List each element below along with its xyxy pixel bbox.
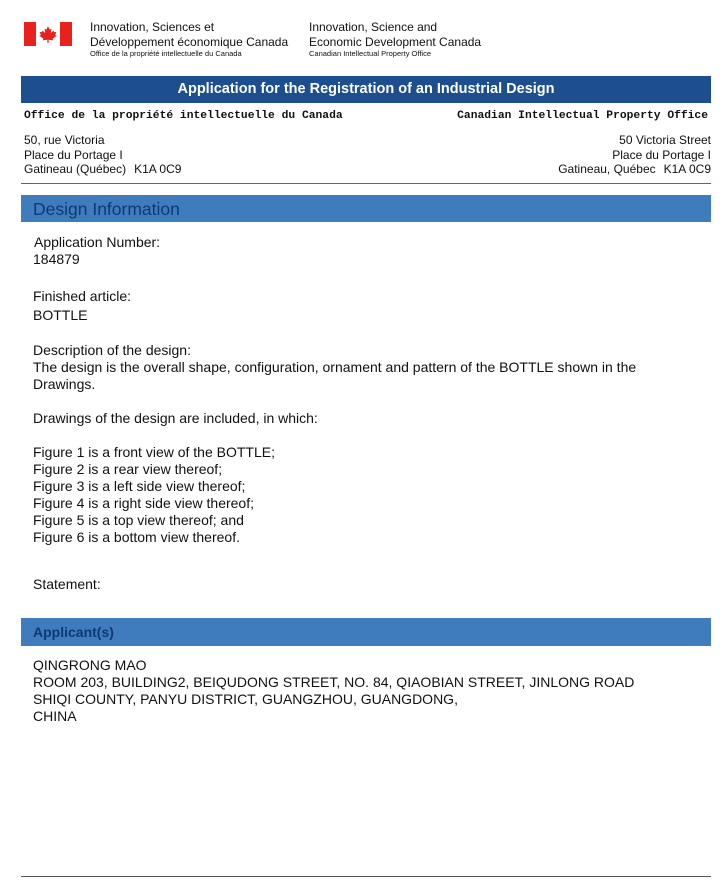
address-fr-line1: 50, rue Victoria xyxy=(24,133,105,147)
finished-article-value: BOTTLE xyxy=(33,307,88,323)
address-en-line1: 50 Victoria Street xyxy=(619,133,711,147)
dept-fr-subtitle: Office de la propriété intellectuelle du Canada xyxy=(90,49,242,58)
finished-article-field xyxy=(33,288,131,324)
office-address-en xyxy=(558,133,711,177)
dept-en-subtitle: Canadian Intellectual Property Office xyxy=(309,49,432,58)
figure-item: Figure 4 is a right side view thereof; xyxy=(33,495,254,511)
applicant-name: QINGRONG MAO xyxy=(33,657,147,673)
application-number-value: 184879 xyxy=(33,251,80,267)
finished-article-label: Finished article: xyxy=(33,288,132,304)
office-name-en: Canadian Intellectual Property Office xyxy=(457,110,708,122)
applicants-header xyxy=(21,618,711,646)
footer-divider xyxy=(21,876,711,877)
office-name-fr: Office de la propriété intellectuelle du Canada xyxy=(24,110,343,122)
statement-label: Statement: xyxy=(33,576,101,592)
applicant-address-line2: SHIQI COUNTY, PANYU DISTRICT, GUANGZHOU, GUANGDONG, xyxy=(33,691,458,707)
figure-item: Figure 5 is a top view thereof; and xyxy=(33,512,244,528)
applicant-country: CHINA xyxy=(33,708,77,724)
figure-item: Figure 6 is a bottom view thereof. xyxy=(33,529,240,545)
address-fr-line2: Place du Portage I xyxy=(24,147,123,162)
address-en-postal: K1A 0C9 xyxy=(663,162,711,176)
department-name-en xyxy=(309,20,481,59)
canada-flag-icon xyxy=(24,22,72,46)
design-information-title: Design Information xyxy=(33,199,180,219)
figure-item: Figure 3 is a left side view thereof; xyxy=(33,478,246,494)
address-en-line2: Place du Portage I xyxy=(612,147,711,162)
design-information-header xyxy=(21,195,711,222)
figure-item: Figure 1 is a front view of the BOTTLE; xyxy=(33,444,275,460)
drawings-intro: Drawings of the design are included, in which: xyxy=(33,410,318,426)
document-title: Application for the Registration of an Industrial Design xyxy=(21,76,711,103)
applicant-address-line1: ROOM 203, BUILDING2, BEIQUDONG STREET, NO. 84, QIAOBIAN STREET, JINLONG ROAD xyxy=(33,674,635,690)
application-number-field xyxy=(34,234,160,251)
dept-en-line2: Economic Development Canada xyxy=(309,34,482,49)
address-en-city: Gatineau, Québec xyxy=(558,162,656,176)
dept-fr-line1: Innovation, Sciences et xyxy=(90,20,215,34)
figure-item: Figure 2 is a rear view thereof; xyxy=(33,461,223,477)
address-fr-city-line xyxy=(24,162,181,177)
government-header xyxy=(0,0,728,70)
figures-list xyxy=(33,444,275,546)
description-field xyxy=(33,342,673,393)
description-value: The design is the overall shape, configuration, ornament and pattern of the BOTTLE shown in the Drawings. xyxy=(33,359,637,392)
header-divider xyxy=(21,183,711,184)
address-en-city-line xyxy=(558,162,711,177)
dept-fr-line2: Développement économique Canada xyxy=(90,34,289,49)
address-fr-city: Gatineau (Québec) xyxy=(24,162,127,176)
office-address-fr xyxy=(24,133,181,177)
description-label: Description of the design: xyxy=(33,342,191,358)
address-fr-postal: K1A 0C9 xyxy=(134,162,182,176)
department-name-fr xyxy=(90,20,288,59)
applicant-block xyxy=(33,657,634,725)
dept-en-line1: Innovation, Science and xyxy=(309,20,438,34)
application-number-label: Application Number: xyxy=(34,234,161,250)
applicants-title: Applicant(s) xyxy=(33,624,114,640)
